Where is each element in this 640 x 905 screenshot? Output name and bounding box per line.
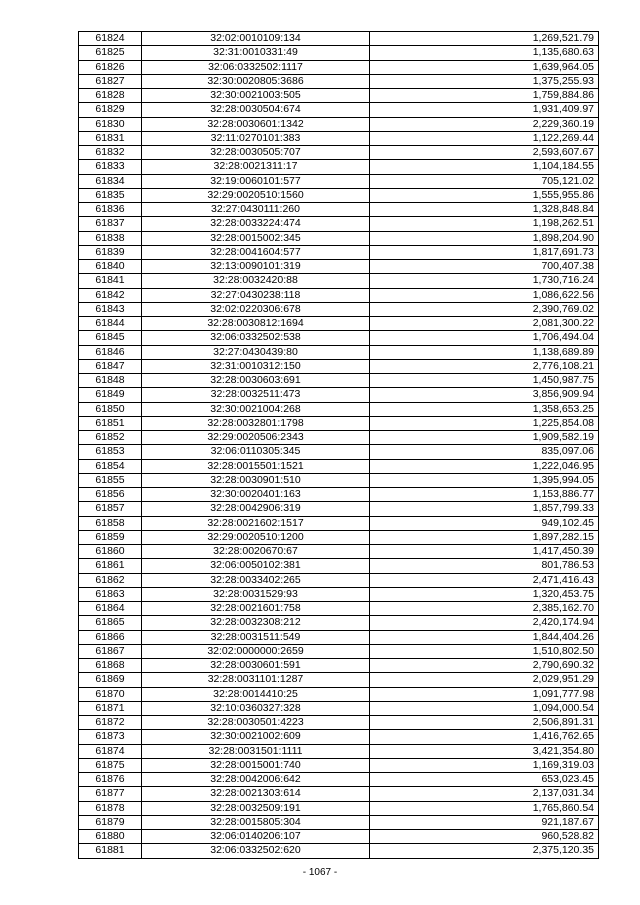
row-number-cell: 61865 (79, 616, 142, 630)
table-body (79, 32, 599, 859)
table-row (79, 74, 599, 88)
row-number-cell: 61844 (79, 317, 142, 331)
amount-cell: 801,786.53 (370, 559, 599, 573)
table-row (79, 801, 599, 815)
cadastral-number-cell: 32:28:0042906:319 (142, 502, 370, 516)
table-row (79, 245, 599, 259)
row-number-cell: 61880 (79, 830, 142, 844)
amount-cell: 653,023.45 (370, 773, 599, 787)
amount-cell: 1,416,762.65 (370, 730, 599, 744)
amount-cell: 1,320,453.75 (370, 587, 599, 601)
cadastral-number-cell: 32:28:0030812:1694 (142, 317, 370, 331)
amount-cell: 1,450,987.75 (370, 374, 599, 388)
amount-cell: 2,390,769.02 (370, 302, 599, 316)
cadastral-number-cell: 32:28:0030501:4223 (142, 716, 370, 730)
table-row (79, 431, 599, 445)
row-number-cell: 61836 (79, 203, 142, 217)
amount-cell: 921,187.67 (370, 815, 599, 829)
table-row (79, 416, 599, 430)
row-number-cell: 61881 (79, 844, 142, 858)
row-number-cell: 61832 (79, 146, 142, 160)
amount-cell: 1,086,622.56 (370, 288, 599, 302)
table-row (79, 573, 599, 587)
table-row (79, 203, 599, 217)
cadastral-number-cell: 32:19:0060101:577 (142, 174, 370, 188)
amount-cell: 1,897,282.15 (370, 530, 599, 544)
table-row (79, 402, 599, 416)
row-number-cell: 61863 (79, 587, 142, 601)
cadastral-number-cell: 32:30:0021003:505 (142, 89, 370, 103)
amount-cell: 2,029,951.29 (370, 673, 599, 687)
amount-cell: 1,730,716.24 (370, 274, 599, 288)
amount-cell: 1,328,848.84 (370, 203, 599, 217)
row-number-cell: 61831 (79, 131, 142, 145)
cadastral-number-cell: 32:28:0032509:191 (142, 801, 370, 815)
table-row (79, 46, 599, 60)
amount-cell: 1,857,799.33 (370, 502, 599, 516)
cadastral-number-cell: 32:06:0110305:345 (142, 445, 370, 459)
row-number-cell: 61845 (79, 331, 142, 345)
amount-cell: 3,421,354.80 (370, 744, 599, 758)
table-row (79, 231, 599, 245)
row-number-cell: 61848 (79, 374, 142, 388)
row-number-cell: 61874 (79, 744, 142, 758)
table-row (79, 758, 599, 772)
cadastral-number-cell: 32:28:0030901:510 (142, 473, 370, 487)
table-row (79, 388, 599, 402)
amount-cell: 1,510,802.50 (370, 644, 599, 658)
row-number-cell: 61856 (79, 488, 142, 502)
table-row (79, 787, 599, 801)
cadastral-number-cell: 32:28:0020670:67 (142, 545, 370, 559)
table-row (79, 160, 599, 174)
cadastral-number-cell: 32:30:0020805:3686 (142, 74, 370, 88)
amount-cell: 1,358,653.25 (370, 402, 599, 416)
cadastral-number-cell: 32:30:0020401:163 (142, 488, 370, 502)
amount-cell: 1,198,262.51 (370, 217, 599, 231)
cadastral-number-cell: 32:30:0021004:268 (142, 402, 370, 416)
amount-cell: 1,135,680.63 (370, 46, 599, 60)
table-row (79, 616, 599, 630)
amount-cell: 2,229,360.19 (370, 117, 599, 131)
row-number-cell: 61842 (79, 288, 142, 302)
table-row (79, 217, 599, 231)
table-row (79, 174, 599, 188)
row-number-cell: 61849 (79, 388, 142, 402)
table-row (79, 644, 599, 658)
cadastral-number-cell: 32:29:0020510:1200 (142, 530, 370, 544)
row-number-cell: 61828 (79, 89, 142, 103)
amount-cell: 2,385,162.70 (370, 602, 599, 616)
amount-cell: 1,222,046.95 (370, 459, 599, 473)
cadastral-number-cell: 32:06:0332502:620 (142, 844, 370, 858)
table-row (79, 701, 599, 715)
cadastral-number-cell: 32:10:0360327:328 (142, 701, 370, 715)
amount-cell: 1,817,691.73 (370, 245, 599, 259)
row-number-cell: 61854 (79, 459, 142, 473)
cadastral-number-cell: 32:28:0041604:577 (142, 245, 370, 259)
table-row (79, 374, 599, 388)
row-number-cell: 61864 (79, 602, 142, 616)
amount-cell: 3,856,909.94 (370, 388, 599, 402)
row-number-cell: 61877 (79, 787, 142, 801)
table-row (79, 302, 599, 316)
row-number-cell: 61851 (79, 416, 142, 430)
table-row (79, 587, 599, 601)
table-row (79, 716, 599, 730)
row-number-cell: 61839 (79, 245, 142, 259)
cadastral-number-cell: 32:31:0010312:150 (142, 359, 370, 373)
table-row (79, 602, 599, 616)
cadastral-number-cell: 32:29:0020506:2343 (142, 431, 370, 445)
amount-cell: 2,471,416.43 (370, 573, 599, 587)
table-row (79, 89, 599, 103)
cadastral-number-cell: 32:28:0030601:591 (142, 659, 370, 673)
cadastral-number-cell: 32:28:0015001:740 (142, 758, 370, 772)
row-number-cell: 61830 (79, 117, 142, 131)
table-row (79, 188, 599, 202)
cadastral-number-cell: 32:11:0270101:383 (142, 131, 370, 145)
cadastral-number-cell: 32:27:0430238:118 (142, 288, 370, 302)
amount-cell: 2,593,607.67 (370, 146, 599, 160)
table-row (79, 459, 599, 473)
table-row (79, 288, 599, 302)
amount-cell: 1,122,269.44 (370, 131, 599, 145)
amount-cell: 1,169,319.03 (370, 758, 599, 772)
table-row (79, 516, 599, 530)
cadastral-number-cell: 32:28:0042006:642 (142, 773, 370, 787)
row-number-cell: 61833 (79, 160, 142, 174)
cadastral-number-cell: 32:28:0015805:304 (142, 815, 370, 829)
row-number-cell: 61860 (79, 545, 142, 559)
cadastral-number-cell: 32:06:0050102:381 (142, 559, 370, 573)
row-number-cell: 61827 (79, 74, 142, 88)
table-row (79, 659, 599, 673)
cadastral-number-cell: 32:28:0021602:1517 (142, 516, 370, 530)
cadastral-number-cell: 32:31:0010331:49 (142, 46, 370, 60)
cadastral-number-cell: 32:28:0030504:674 (142, 103, 370, 117)
row-number-cell: 61855 (79, 473, 142, 487)
row-number-cell: 61852 (79, 431, 142, 445)
amount-cell: 2,790,690.32 (370, 659, 599, 673)
table-row (79, 103, 599, 117)
cadastral-number-cell: 32:28:0015002:345 (142, 231, 370, 245)
cadastral-number-cell: 32:28:0032511:473 (142, 388, 370, 402)
amount-cell: 1,269,521.79 (370, 32, 599, 46)
row-number-cell: 61879 (79, 815, 142, 829)
cadastral-number-cell: 32:27:0430439:80 (142, 345, 370, 359)
table-row (79, 488, 599, 502)
cadastral-number-cell: 32:13:0090101:319 (142, 260, 370, 274)
row-number-cell: 61843 (79, 302, 142, 316)
table-row (79, 530, 599, 544)
row-number-cell: 61841 (79, 274, 142, 288)
amount-cell: 2,420,174.94 (370, 616, 599, 630)
amount-cell: 1,395,994.05 (370, 473, 599, 487)
cadastral-value-table (78, 31, 599, 859)
row-number-cell: 61858 (79, 516, 142, 530)
row-number-cell: 61876 (79, 773, 142, 787)
row-number-cell: 61837 (79, 217, 142, 231)
row-number-cell: 61847 (79, 359, 142, 373)
table-row (79, 473, 599, 487)
cadastral-number-cell: 32:28:0031501:1111 (142, 744, 370, 758)
amount-cell: 949,102.45 (370, 516, 599, 530)
amount-cell: 1,153,886.77 (370, 488, 599, 502)
table-row (79, 445, 599, 459)
table-row (79, 32, 599, 46)
row-number-cell: 61871 (79, 701, 142, 715)
cadastral-number-cell: 32:28:0021303:614 (142, 787, 370, 801)
cadastral-number-cell: 32:28:0021601:758 (142, 602, 370, 616)
row-number-cell: 61846 (79, 345, 142, 359)
row-number-cell: 61872 (79, 716, 142, 730)
row-number-cell: 61866 (79, 630, 142, 644)
cadastral-number-cell: 32:28:0014410:25 (142, 687, 370, 701)
row-number-cell: 61824 (79, 32, 142, 46)
amount-cell: 1,706,494.04 (370, 331, 599, 345)
cadastral-number-cell: 32:28:0031529:93 (142, 587, 370, 601)
amount-cell: 2,776,108.21 (370, 359, 599, 373)
table-row (79, 502, 599, 516)
amount-cell: 705,121.02 (370, 174, 599, 188)
cadastral-number-cell: 32:02:0010109:134 (142, 32, 370, 46)
cadastral-number-cell: 32:02:0220306:678 (142, 302, 370, 316)
row-number-cell: 61878 (79, 801, 142, 815)
row-number-cell: 61869 (79, 673, 142, 687)
cadastral-number-cell: 32:28:0030505:707 (142, 146, 370, 160)
table-row (79, 146, 599, 160)
cadastral-number-cell: 32:28:0031101:1287 (142, 673, 370, 687)
page-number: - 1067 - (302, 867, 338, 878)
cadastral-number-cell: 32:28:0021311:17 (142, 160, 370, 174)
table-row (79, 630, 599, 644)
amount-cell: 2,506,891.31 (370, 716, 599, 730)
amount-cell: 1,765,860.54 (370, 801, 599, 815)
cadastral-number-cell: 32:06:0332502:1117 (142, 60, 370, 74)
amount-cell: 2,137,031.34 (370, 787, 599, 801)
amount-cell: 2,081,300.22 (370, 317, 599, 331)
row-number-cell: 61825 (79, 46, 142, 60)
row-number-cell: 61870 (79, 687, 142, 701)
row-number-cell: 61834 (79, 174, 142, 188)
amount-cell: 1,759,884.86 (370, 89, 599, 103)
amount-cell: 1,225,854.08 (370, 416, 599, 430)
amount-cell: 835,097.06 (370, 445, 599, 459)
row-number-cell: 61853 (79, 445, 142, 459)
cadastral-number-cell: 32:28:0033224:474 (142, 217, 370, 231)
cadastral-number-cell: 32:28:0030603:691 (142, 374, 370, 388)
table-row (79, 317, 599, 331)
amount-cell: 1,138,689.89 (370, 345, 599, 359)
cadastral-number-cell: 32:28:0031511:549 (142, 630, 370, 644)
table-row (79, 773, 599, 787)
cadastral-number-cell: 32:28:0033402:265 (142, 573, 370, 587)
cadastral-number-cell: 32:06:0140206:107 (142, 830, 370, 844)
row-number-cell: 61840 (79, 260, 142, 274)
table-row (79, 815, 599, 829)
amount-cell: 1,555,955.86 (370, 188, 599, 202)
amount-cell: 1,417,450.39 (370, 545, 599, 559)
row-number-cell: 61859 (79, 530, 142, 544)
row-number-cell: 61868 (79, 659, 142, 673)
amount-cell: 2,375,120.35 (370, 844, 599, 858)
amount-cell: 1,104,184.55 (370, 160, 599, 174)
table-row (79, 274, 599, 288)
row-number-cell: 61826 (79, 60, 142, 74)
cadastral-number-cell: 32:27:0430111:260 (142, 203, 370, 217)
table-row (79, 260, 599, 274)
row-number-cell: 61829 (79, 103, 142, 117)
amount-cell: 1,094,000.54 (370, 701, 599, 715)
row-number-cell: 61850 (79, 402, 142, 416)
cadastral-number-cell: 32:30:0021002:609 (142, 730, 370, 744)
table-row (79, 730, 599, 744)
table-row (79, 673, 599, 687)
table-row (79, 345, 599, 359)
amount-cell: 1,931,409.97 (370, 103, 599, 117)
amount-cell: 1,844,404.26 (370, 630, 599, 644)
amount-cell: 1,639,964.05 (370, 60, 599, 74)
table-row (79, 117, 599, 131)
table-row (79, 687, 599, 701)
row-number-cell: 61862 (79, 573, 142, 587)
row-number-cell: 61867 (79, 644, 142, 658)
cadastral-number-cell: 32:06:0332502:538 (142, 331, 370, 345)
cadastral-number-cell: 32:02:0000000:2659 (142, 644, 370, 658)
row-number-cell: 61838 (79, 231, 142, 245)
amount-cell: 1,375,255.93 (370, 74, 599, 88)
amount-cell: 700,407.38 (370, 260, 599, 274)
table-row (79, 545, 599, 559)
table-row (79, 744, 599, 758)
row-number-cell: 61857 (79, 502, 142, 516)
table-row (79, 844, 599, 858)
cadastral-number-cell: 32:29:0020510:1560 (142, 188, 370, 202)
table-row (79, 359, 599, 373)
row-number-cell: 61875 (79, 758, 142, 772)
amount-cell: 1,909,582.19 (370, 431, 599, 445)
table-row (79, 131, 599, 145)
table-row (79, 830, 599, 844)
table-row (79, 331, 599, 345)
cadastral-number-cell: 32:28:0030601:1342 (142, 117, 370, 131)
amount-cell: 960,528.82 (370, 830, 599, 844)
table-row (79, 559, 599, 573)
table-row (79, 60, 599, 74)
row-number-cell: 61873 (79, 730, 142, 744)
cadastral-number-cell: 32:28:0015501:1521 (142, 459, 370, 473)
row-number-cell: 61835 (79, 188, 142, 202)
amount-cell: 1,091,777.98 (370, 687, 599, 701)
amount-cell: 1,898,204.90 (370, 231, 599, 245)
cadastral-number-cell: 32:28:0032308:212 (142, 616, 370, 630)
cadastral-number-cell: 32:28:0032801:1798 (142, 416, 370, 430)
cadastral-number-cell: 32:28:0032420:88 (142, 274, 370, 288)
row-number-cell: 61861 (79, 559, 142, 573)
